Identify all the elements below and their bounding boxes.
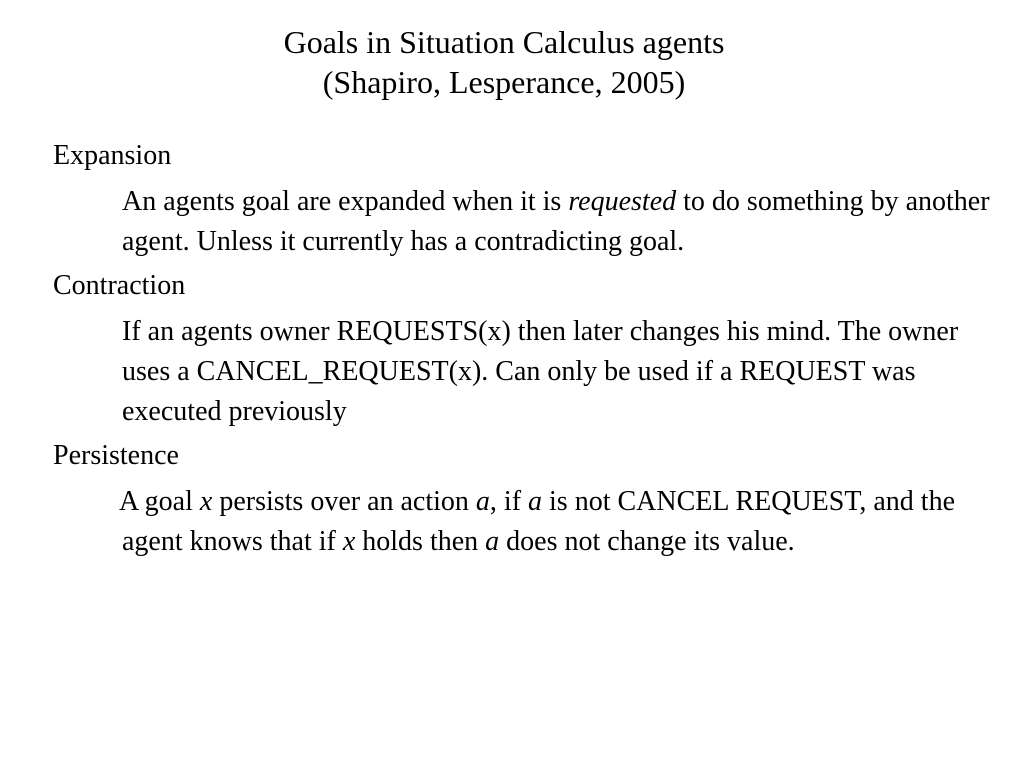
text-run: to do something by another agent. Unless it currently has a contradicting goal.	[122, 186, 990, 257]
section-body-persistence	[119, 482, 1002, 562]
section-body-expansion	[122, 182, 1002, 262]
text-run: An agents goal are expanded when it is	[122, 186, 569, 217]
section-heading-contraction: Contraction	[53, 270, 186, 301]
slide-content	[53, 136, 1003, 566]
section-body-contraction: If an agents owner REQUESTS(x) then later changes his mind. The owner uses a CANCEL_REQUEST(x). Can only be used if a REQUEST was executed previously	[122, 316, 959, 427]
emphasis-requested: requested	[568, 186, 677, 217]
text-run: , if	[489, 486, 529, 517]
text-run: holds then	[355, 526, 486, 557]
section-heading-persistence: Persistence	[53, 440, 179, 471]
variable-a: a	[485, 526, 500, 557]
text-run: A goal	[119, 486, 200, 517]
slide-title-line-1: Goals in Situation Calculus agents	[283, 24, 725, 60]
text-run: does not change its value.	[499, 526, 795, 557]
slide-title	[0, 22, 1008, 102]
variable-a: a	[475, 486, 490, 517]
variable-a: a	[528, 486, 543, 517]
text-run: persists over an action	[212, 486, 476, 517]
variable-x: x	[342, 526, 356, 557]
slide-title-line-2: (Shapiro, Lesperance, 2005)	[322, 64, 686, 100]
text-run: is not CANCEL REQUEST, and the agent knows that if	[122, 486, 956, 557]
section-heading-expansion: Expansion	[53, 140, 172, 171]
variable-x: x	[199, 486, 213, 517]
